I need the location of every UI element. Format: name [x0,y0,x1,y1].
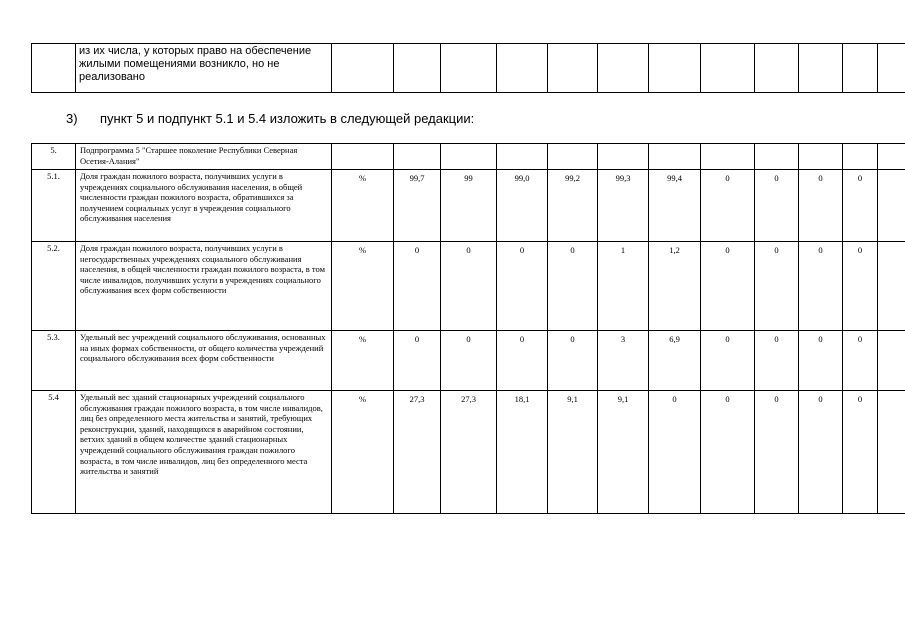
value-cell: 0 [843,170,878,242]
value-cell: 6,9 [649,331,701,391]
value-cell: 0 [799,391,843,514]
value-cell [878,391,905,514]
indicator-description-cell: Подпрограмма 5 "Старшее поколение Республики Северная Осетия-Алания" [76,144,332,170]
row-number-cell: 5.4 [32,391,76,514]
value-cell: 99,2 [548,170,598,242]
unit-cell: % [332,242,394,331]
value-cell: 99,4 [649,170,701,242]
value-cell: 9,1 [548,391,598,514]
value-cell: 0 [843,391,878,514]
table-row [32,242,905,331]
value-cell: 0 [843,242,878,331]
row-number-cell: 5.3. [32,331,76,391]
value-cell: 0 [394,331,441,391]
value-cell: 27,3 [441,391,497,514]
value-cell: 0 [799,170,843,242]
unit-cell [332,144,394,170]
value-cell [755,144,799,170]
value-cell: 99,7 [394,170,441,242]
unit-cell: % [332,391,394,514]
table-row [32,44,905,93]
description-cell: из их числа, у которых право на обеспечение жилыми помещениями возникло, но не реализовано [76,44,332,93]
value-cell: 0 [701,331,755,391]
value-cell: 0 [755,242,799,331]
value-cell: 0 [497,242,548,331]
value-cell: 0 [497,331,548,391]
value-cell [878,331,905,391]
unit-cell: % [332,170,394,242]
value-cell [649,144,701,170]
unit-cell: % [332,331,394,391]
value-cell [878,242,905,331]
value-cell: 99,0 [497,170,548,242]
value-cell: 0 [843,331,878,391]
amendment-instruction [66,111,474,126]
value-cell [843,144,878,170]
value-cell [878,170,905,242]
value-cell: 1 [598,242,649,331]
indicator-description-cell: Доля граждан пожилого возраста, получивших услуги в негосударственных учреждениях социального обслуживания населения, в общей численности граждан пожилого возраста, в том числе инвалидов, получивших услуги в учреждениях социального обслуживания всех форм собственности [76,242,332,331]
value-cell [548,144,598,170]
table-row [32,170,905,242]
value-cell: 99,3 [598,170,649,242]
value-cell: 0 [755,331,799,391]
value-cell: 0 [649,391,701,514]
value-cell: 0 [394,242,441,331]
value-cell [878,144,905,170]
value-cell [394,144,441,170]
indicators-table [31,143,905,514]
value-cell: 18,1 [497,391,548,514]
value-cell: 3 [598,331,649,391]
row-number-cell: 5. [32,144,76,170]
value-cell: 0 [701,242,755,331]
row-number-cell: 5.1. [32,170,76,242]
value-cell [598,144,649,170]
value-cell: 0 [799,331,843,391]
value-cell: 0 [548,242,598,331]
indicator-description-cell: Доля граждан пожилого возраста, получивших услуги в учреждениях социального обслуживания населения, в общей численности граждан пожилого возраста, обратившихся за получением социальных услуг в учреждения социального обслуживания населения [76,170,332,242]
value-cell: 0 [548,331,598,391]
indicator-description-cell: Удельный вес зданий стационарных учреждений социального обслуживания граждан пожилого возраста, в том числе инвалидов, лиц без определенного места жительства и занятий, требующих реконструкции, зданий, находящихся в аварийном состоянии, ветхих зданий в общем количестве зданий стационарных учреждений социального обслуживания граждан пожилого возраста, в том числе инвалидов, лиц без определенного места жительства и занятий [76,391,332,514]
value-cell: 0 [701,170,755,242]
value-cell [497,144,548,170]
value-cell [701,144,755,170]
value-cell: 99 [441,170,497,242]
table-row [32,391,905,514]
value-cell: 0 [799,242,843,331]
row-number-cell: 5.2. [32,242,76,331]
table-row [32,331,905,391]
instruction-number: 3) [66,111,78,126]
value-cell: 0 [441,331,497,391]
value-cell: 9,1 [598,391,649,514]
value-cell: 0 [701,391,755,514]
indicator-description-cell: Удельный вес учреждений социального обслуживания, основанных на иных формах собственности, от общего количества учреждений социального обслуживания всех форм собственности [76,331,332,391]
value-cell: 0 [755,170,799,242]
value-cell [799,144,843,170]
table-row [32,144,905,170]
previous-table-fragment [31,43,905,93]
value-cell: 0 [755,391,799,514]
value-cell: 1,2 [649,242,701,331]
value-cell: 0 [441,242,497,331]
value-cell [441,144,497,170]
number-cell [32,44,76,93]
value-cell: 27,3 [394,391,441,514]
instruction-text: пункт 5 и подпункт 5.1 и 5.4 изложить в следующей редакции: [100,111,475,126]
